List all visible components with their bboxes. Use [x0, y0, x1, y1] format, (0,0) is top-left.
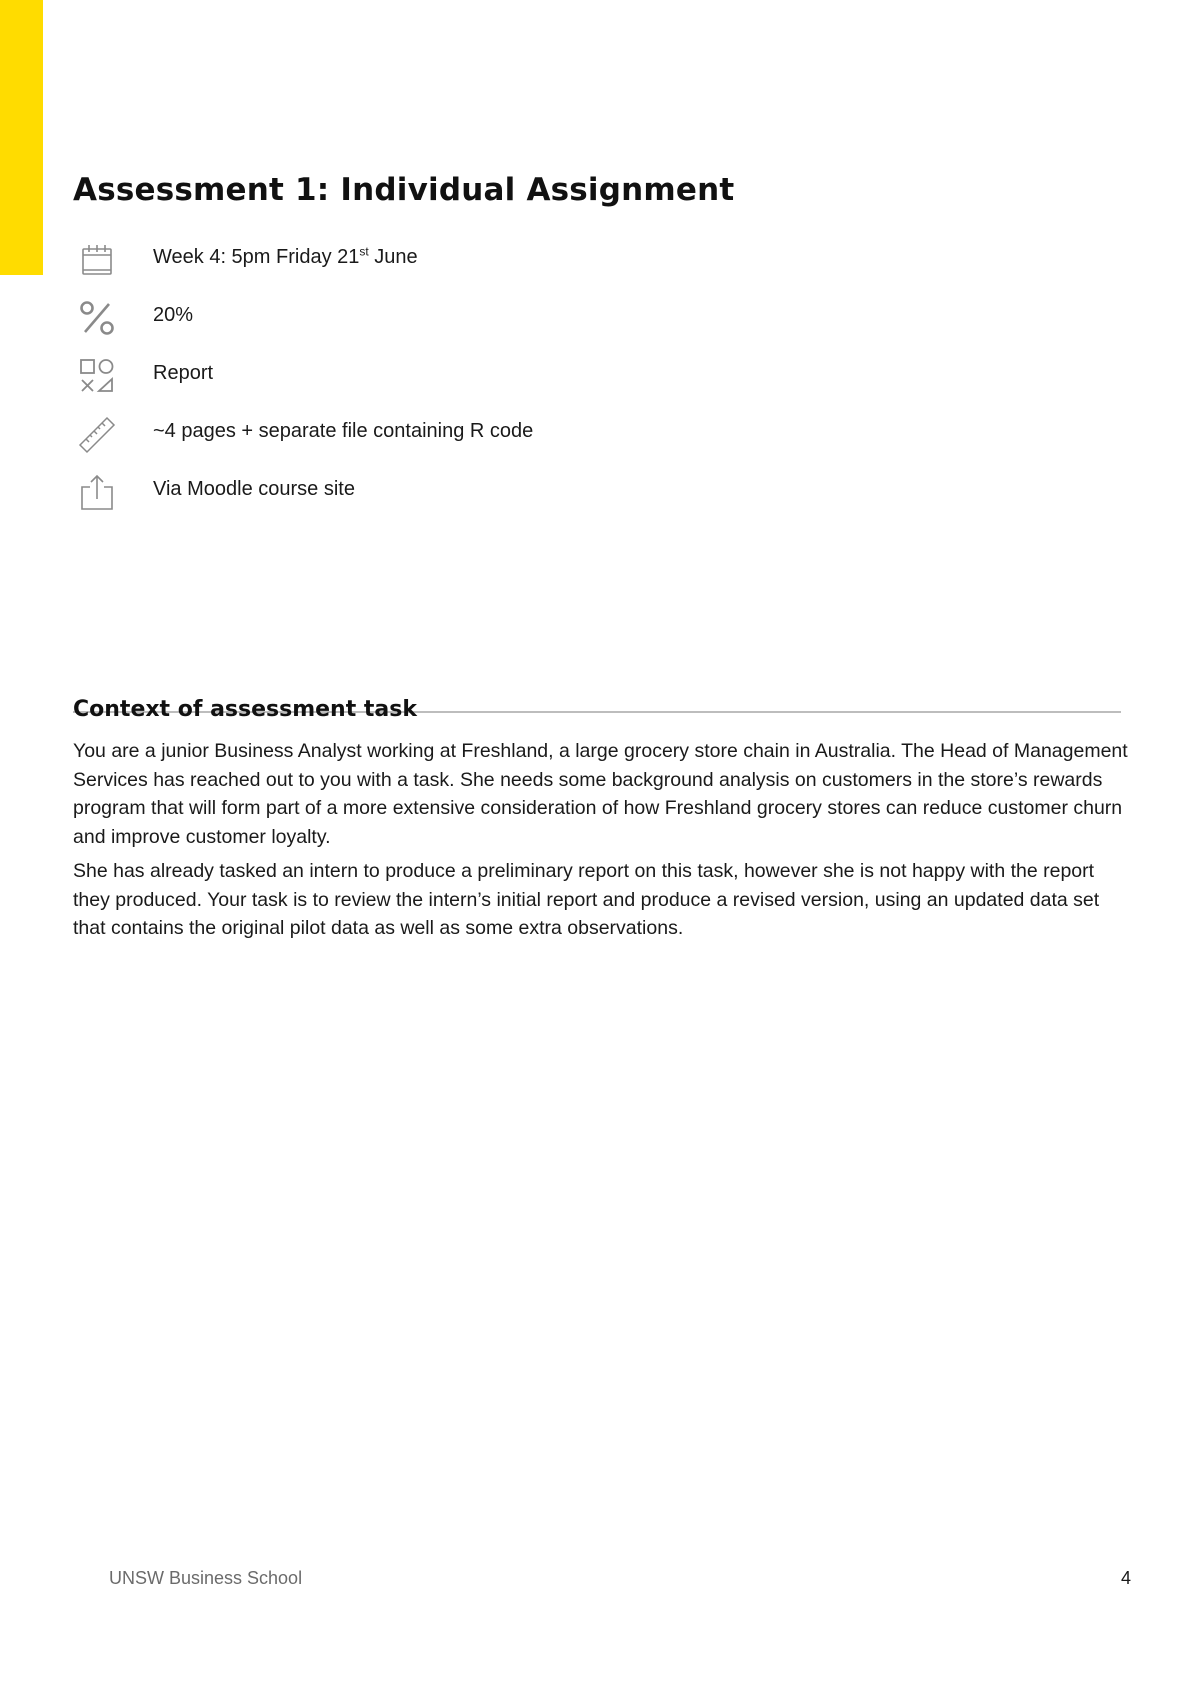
upload-icon	[77, 472, 117, 512]
calendar-icon	[77, 240, 117, 280]
context-paragraph-1: You are a junior Business Analyst working at Freshland, a large grocery store chain in Australia. The Head of Management Services has reached out to you with a task. She needs some background analysis on customers in the store’s rewards program that will form part of a more extensive consideration of how Freshland grocery stores can reduce customer churn and improve customer loyalty.	[73, 740, 1128, 848]
format-text: Report	[153, 362, 214, 384]
context-section-header	[73, 697, 1121, 727]
context-paragraph-2: She has already tasked an intern to produce a preliminary report on this task, however she is not happy with the report they produced. Your task is to review the intern’s initial report and produce a revised version, using an updated data set that contains the original pilot data as well as some extra observations.	[73, 860, 1100, 939]
weighting-text: 20%	[153, 304, 194, 326]
detail-format	[73, 356, 773, 414]
accent-bar	[0, 0, 43, 275]
context-heading: Context of assessment task	[73, 697, 417, 722]
ruler-icon	[77, 414, 117, 454]
shapes-icon	[77, 356, 117, 396]
footer-school-name: UNSW Business School	[109, 1568, 303, 1588]
percent-icon	[77, 298, 117, 338]
due-date-text: Week 4: 5pm Friday 21st June	[153, 244, 418, 268]
detail-due-date	[73, 240, 773, 298]
submission-text: Via Moodle course site	[153, 478, 355, 500]
page-title: Assessment 1: Individual Assignment	[73, 172, 735, 208]
detail-weighting	[73, 298, 773, 356]
detail-submission	[73, 472, 773, 530]
detail-length	[73, 414, 773, 472]
context-body	[73, 737, 1133, 949]
assessment-details	[73, 240, 773, 530]
length-text: ~4 pages + separate file containing R code	[153, 420, 534, 442]
footer-page-number: 4	[1121, 1568, 1132, 1588]
